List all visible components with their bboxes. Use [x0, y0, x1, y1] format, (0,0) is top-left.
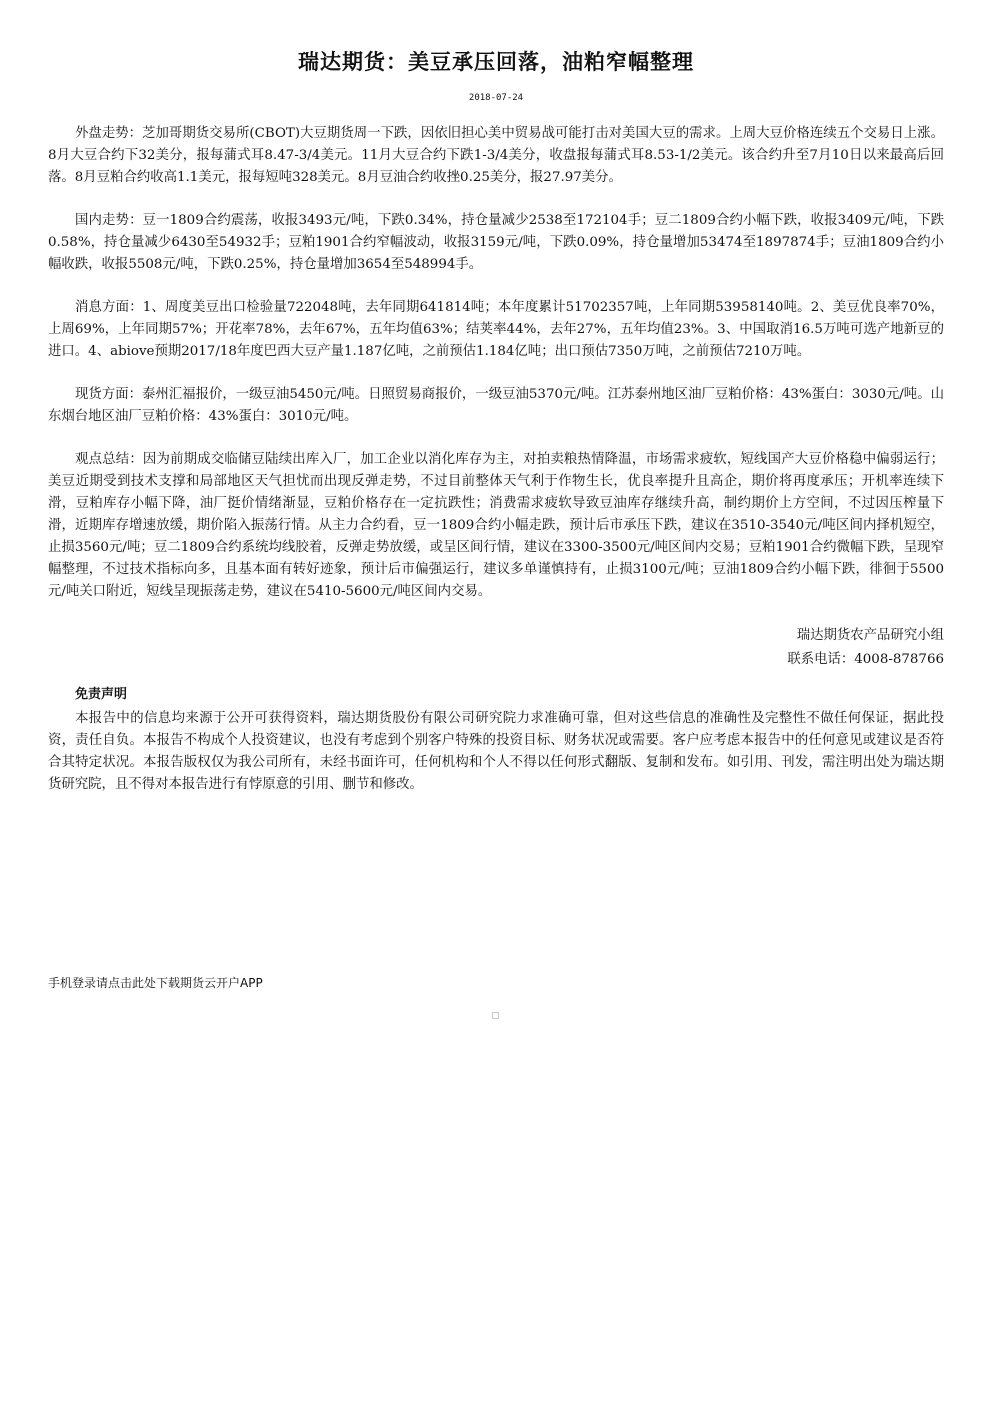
- paragraph-spot: 现货方面：泰州汇福报价，一级豆油5450元/吨。日照贸易商报价，一级豆油5370元/吨。江苏泰州地区油厂豆粕价格：43%蛋白：3030元/吨。山东烟台地区油厂豆粕价格：43%蛋白：3010元/吨。: [48, 387, 944, 424]
- page-title: 瑞达期货：美豆承压回落，油粕窄幅整理: [298, 50, 694, 74]
- paragraph-summary: 观点总结：因为前期成交临储豆陆续出库入厂，加工企业以消化库存为主，对拍卖粮热情降温，市场需求疲软，短线国产大豆价格稳中偏弱运行；美豆近期受到技术支撑和局部地区天气担忧而出现反弹走势，不过目前整体天气利于作物生长，优良率提升且高企，期价将再度承压；开机率连续下滑，豆粕库存小幅下降，油厂挺价情绪渐显，豆粕价格存在一定抗跌性；消费需求疲软导致豆油库存继续升高，制约期价上方空间，不过因压榨量下滑，近期库存增速放缓，期价陷入振荡行情。从主力合约看，豆一1809合约小幅走跌，预计后市承压下跌，建议在3510-3540元/吨区间内择机短空，止损3560元/吨；豆二1809合约系统均线胶着，反弹走势放缓，或呈区间行情，建议在3300-3500元/吨区间内交易；豆粕1901合约微幅下跌，呈现窄幅整理，不过技术指标向多，且基本面有转好迹象，预计后市偏强运行，建议多单谨慎持有，止损3100元/吨；豆油1809合约小幅下跌，徘徊于5500元/吨关口附近，短线呈现振荡走势，建议在5410-5600元/吨区间内交易。: [48, 452, 944, 599]
- disclaimer-text: 本报告中的信息均来源于公开可获得资料，瑞达期货股份有限公司研究院力求准确可靠，但对这些信息的准确性及完整性不做任何保证，据此投资，责任自负。本报告不构成个人投资建议，也没有考虑到个别客户特殊的投资目标、财务状况或需要。客户应考虑本报告中的任何意见或建议是否符合其特定状况。本报告版权仅为我公司所有，未经书面许可，任何机构和个人不得以任何形式翻版、复制和发布。如引用、刊发，需注明出处为瑞达期货研究院，且不得对本报告进行有悖原意的引用、删节和修改。: [48, 711, 944, 792]
- paragraph-domestic-market: 国内走势：豆一1809合约震荡，收报3493元/吨，下跌0.34%，持仓量减少2538至172104手；豆二1809合约小幅下跌，收报3409元/吨，下跌0.58%，持仓量减少6430至54932手；豆粕1901合约窄幅波动，收报3159元/吨，下跌0.09%，持仓量增加53474至1897874手；豆油1809合约小幅收跌，收报5508元/吨，下跌0.25%，持仓量增加3654至548994手。: [48, 213, 944, 272]
- paragraph-overseas-market: 外盘走势：芝加哥期货交易所(CBOT)大豆期货周一下跌，因依旧担心美中贸易战可能打击对美国大豆的需求。上周大豆价格连续五个交易日上涨。8月大豆合约下32美分，报每蒲式耳8.47-3/4美元。11月大豆合约下跌1-3/4美分，收盘报每蒲式耳8.53-1/2美元。该合约升至7月10日以来最高后回落。8月豆粕合约收高1.1美元，报每短吨328美元。8月豆油合约收挫0.25美分，报27.97美分。: [48, 126, 944, 185]
- publish-date: 2018-07-24: [468, 93, 524, 103]
- article-body: [48, 123, 944, 796]
- disclaimer-title: 免责声明: [75, 687, 128, 702]
- paragraph-news: 消息方面：1、周度美豆出口检验量722048吨，去年同期641814吨；本年度累计51702357吨，上年同期53958140吨。2、美豆优良率70%，上周69%，上年同期57%；开花率78%，去年67%，五年均值63%；结荚率44%，去年27%，五年均值23%。3、中国取消16.5万吨可选产地新豆的进口。4、abiove预期2017/18年度巴西大豆产量1.187亿吨，之前预估1.184亿吨；出口预估7350万吨，之前预估7210万吨。: [48, 300, 944, 359]
- app-download-link[interactable]: 手机登录请点击此处下载期货云开户APP: [48, 976, 263, 990]
- tracking-pixel: [492, 1012, 499, 1019]
- signature-block: [48, 624, 944, 672]
- signature-phone: 联系电话：4008-878766: [787, 652, 944, 667]
- signature-group: 瑞达期货农产品研究小组: [796, 628, 944, 643]
